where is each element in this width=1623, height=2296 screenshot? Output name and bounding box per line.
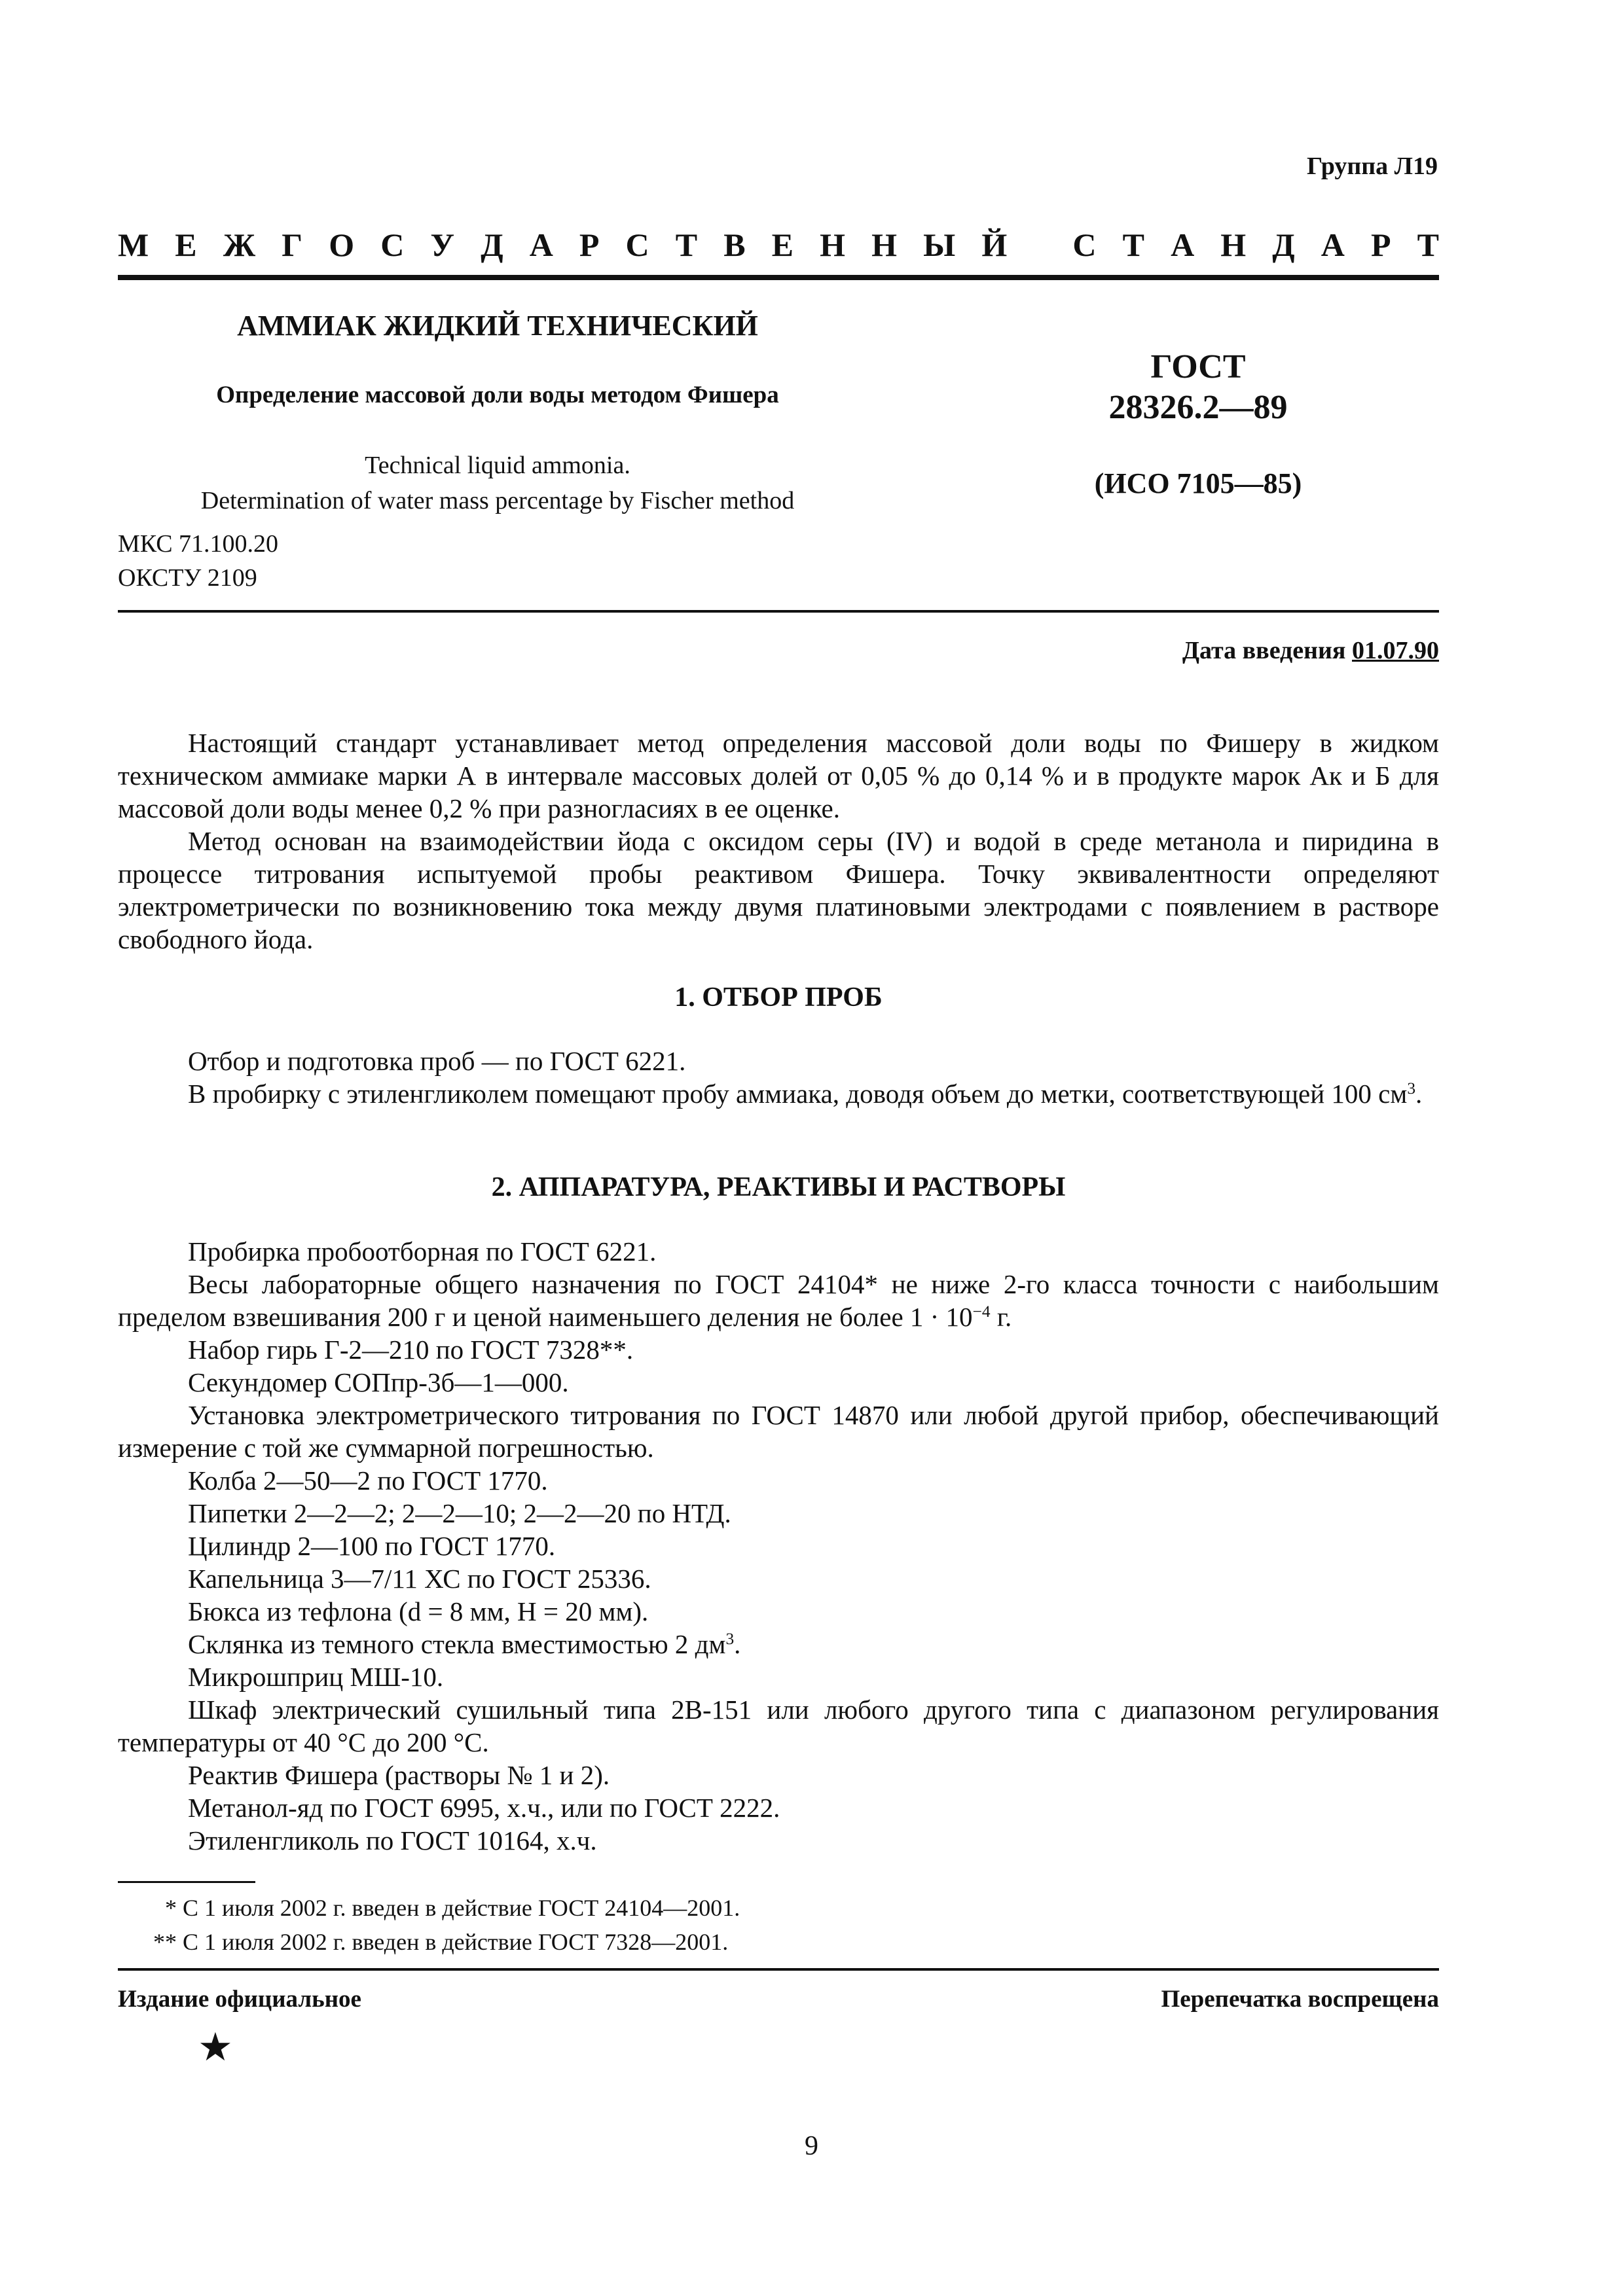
gost-label: ГОСТ [1150, 348, 1246, 386]
footnotes [118, 1891, 740, 1959]
banner-letter: Т [1417, 226, 1439, 263]
footnote-2: ** С 1 июля 2002 г. введен в действие ГОСТ 7328—2001. [153, 1929, 729, 1955]
banner-letter: Д [1272, 226, 1295, 263]
classification-codes [118, 527, 278, 595]
introduction [118, 726, 1439, 956]
document-title: АММИАК ЖИДКИЙ ТЕХНИЧЕСКИЙ [237, 310, 758, 342]
list-item: Склянка из темного стекла вместимостью 2 $дм^3$. [188, 1629, 741, 1659]
okstu-code: ОКСТУ 2109 [118, 564, 257, 592]
banner-letter: С [380, 226, 405, 263]
banner-letter: А [1321, 226, 1345, 263]
section-1-paragraph-2: В пробирку с этиленгликолем помещают пробу аммиака, доводя объем до метки, соответствующей 100 $см^3$. [188, 1079, 1423, 1109]
banner-letter: А [529, 226, 553, 263]
reprint-prohibited-label: Перепечатка воспрещена [1161, 1986, 1439, 2013]
banner-letter: Н [820, 226, 846, 263]
banner-letter: Ы [923, 226, 956, 263]
footnote-1: * С 1 июля 2002 г. введен в действие ГОСТ 24104—2001. [165, 1895, 740, 1921]
effective-date-label: Дата введения [1182, 637, 1346, 664]
banner-letter: Т [675, 226, 698, 263]
list-item: Шкаф электрический сушильный типа 2В-151 или любого другого типа с диапазоном регулирования температуры от 40 °С до 200 °С. [118, 1695, 1439, 1757]
list-item: Весы лабораторные общего назначения по ГОСТ 24104* не ниже 2-го класса точности с наибольшим пределом взвешивания 200 г и ценой наименьшего деления не более $1 \cdot 10^{-4}$ г. [118, 1269, 1439, 1332]
interstate-standard-banner [118, 226, 1439, 264]
intro-paragraph-1: Настоящий стандарт устанавливает метод определения массовой доли воды по Фишеру в жидком техническом аммиаке марки А в интервале массовых долей от 0,05 % до 0,14 % и в продукте марок Ак и Б для массовой доли воды менее 0,2 % при разногласиях в ее оценке. [118, 728, 1439, 823]
english-title-line-1: Technical liquid ammonia. [365, 452, 630, 479]
list-item: Бюкса из тефлона (d = 8 мм, H = 20 мм). [188, 1596, 649, 1626]
banner-letter: Г [282, 226, 303, 263]
equipment-list [118, 1235, 1439, 1857]
english-title [118, 448, 877, 518]
banner-gap [1033, 226, 1046, 264]
list-item: Метанол-яд по ГОСТ 6995, х.ч., или по ГОСТ 2222. [188, 1793, 780, 1823]
effective-date-value: 01.07.90 [1352, 637, 1439, 664]
list-item: Набор гирь Г-2—210 по ГОСТ 7328**. [188, 1335, 634, 1365]
iso-designation: (ИСО 7105—85) [1094, 467, 1302, 499]
banner-letter: Н [871, 226, 898, 263]
document-subtitle: Определение массовой доли воды методом Фишера [216, 382, 779, 408]
list-item: Установка электрометрического титрования по ГОСТ 14870 или любой другой прибор, обеспечивающий измерение с той же суммарной погрешностью. [118, 1400, 1439, 1463]
banner-letter: Й [981, 226, 1008, 263]
banner-letter: Н [1220, 226, 1247, 263]
list-item: Реактив Фишера (растворы № 1 и 2). [188, 1760, 610, 1790]
banner-letter: Р [1370, 226, 1391, 263]
list-item: Микрошприц МШ-10. [188, 1662, 444, 1692]
banner-letter: Е [771, 226, 794, 263]
banner-letter: М [118, 226, 149, 263]
official-edition-label: Издание официальное [118, 1986, 361, 2013]
footnote-rule [118, 1881, 255, 1883]
list-item: Цилиндр 2—100 по ГОСТ 1770. [188, 1531, 556, 1561]
banner-letter: А [1171, 226, 1195, 263]
gost-number: 28326.2—89 [1108, 389, 1288, 426]
list-item: Пробирка пробоотборная по ГОСТ 6221. [188, 1236, 657, 1266]
section-1-paragraph-1: Отбор и подготовка проб — по ГОСТ 6221. [188, 1046, 686, 1076]
title-block-rule [118, 610, 1439, 613]
banner-letter: Р [579, 226, 600, 263]
banner-letter: С [625, 226, 649, 263]
list-item: Пипетки 2—2—2; 2—2—10; 2—2—20 по НТД. [188, 1498, 731, 1528]
list-item: Капельница 3—7/11 ХС по ГОСТ 25336. [188, 1564, 651, 1594]
footer-rule [118, 1968, 1439, 1971]
list-item: Секундомер СОПпр-3б—1—000. [188, 1367, 569, 1397]
section-2-heading: 2. АППАРАТУРА, РЕАКТИВЫ И РАСТВОРЫ [491, 1172, 1066, 1202]
star-icon: ★ [198, 2026, 233, 2069]
english-title-line-2: Determination of water mass percentage by Fischer method [200, 487, 795, 514]
page-number: 9 [805, 2131, 818, 2161]
banner-letter: С [1072, 226, 1097, 263]
intro-paragraph-2: Метод основан на взаимодействии йода с оксидом серы (IV) и водой в среде метанола и пиридина в процессе титрования испытуемой пробы реактивом Фишера. Точку эквивалентности определяют электрометрически по возникновению тока между двумя платиновыми электродами с появлением в растворе свободного йода. [118, 826, 1439, 954]
banner-letter: Д [481, 226, 503, 263]
list-item: Колба 2—50—2 по ГОСТ 1770. [188, 1465, 548, 1496]
effective-date [1182, 636, 1439, 665]
mks-code: МКС 71.100.20 [118, 530, 279, 558]
gost-designation [1021, 347, 1375, 428]
section-1-heading: 1. ОТБОР ПРОБ [674, 982, 883, 1013]
group-code: Группа Л19 [1306, 152, 1438, 180]
section-1-body [118, 1045, 1439, 1110]
banner-letter: Т [1122, 226, 1144, 263]
banner-letter: О [329, 226, 355, 263]
list-item: Этиленгликоль по ГОСТ 10164, х.ч. [188, 1825, 597, 1856]
banner-letter: Е [175, 226, 197, 263]
banner-letter: В [723, 226, 746, 263]
banner-letter: Ж [223, 226, 256, 263]
banner-letter: У [430, 226, 455, 263]
header-rule [118, 275, 1439, 280]
